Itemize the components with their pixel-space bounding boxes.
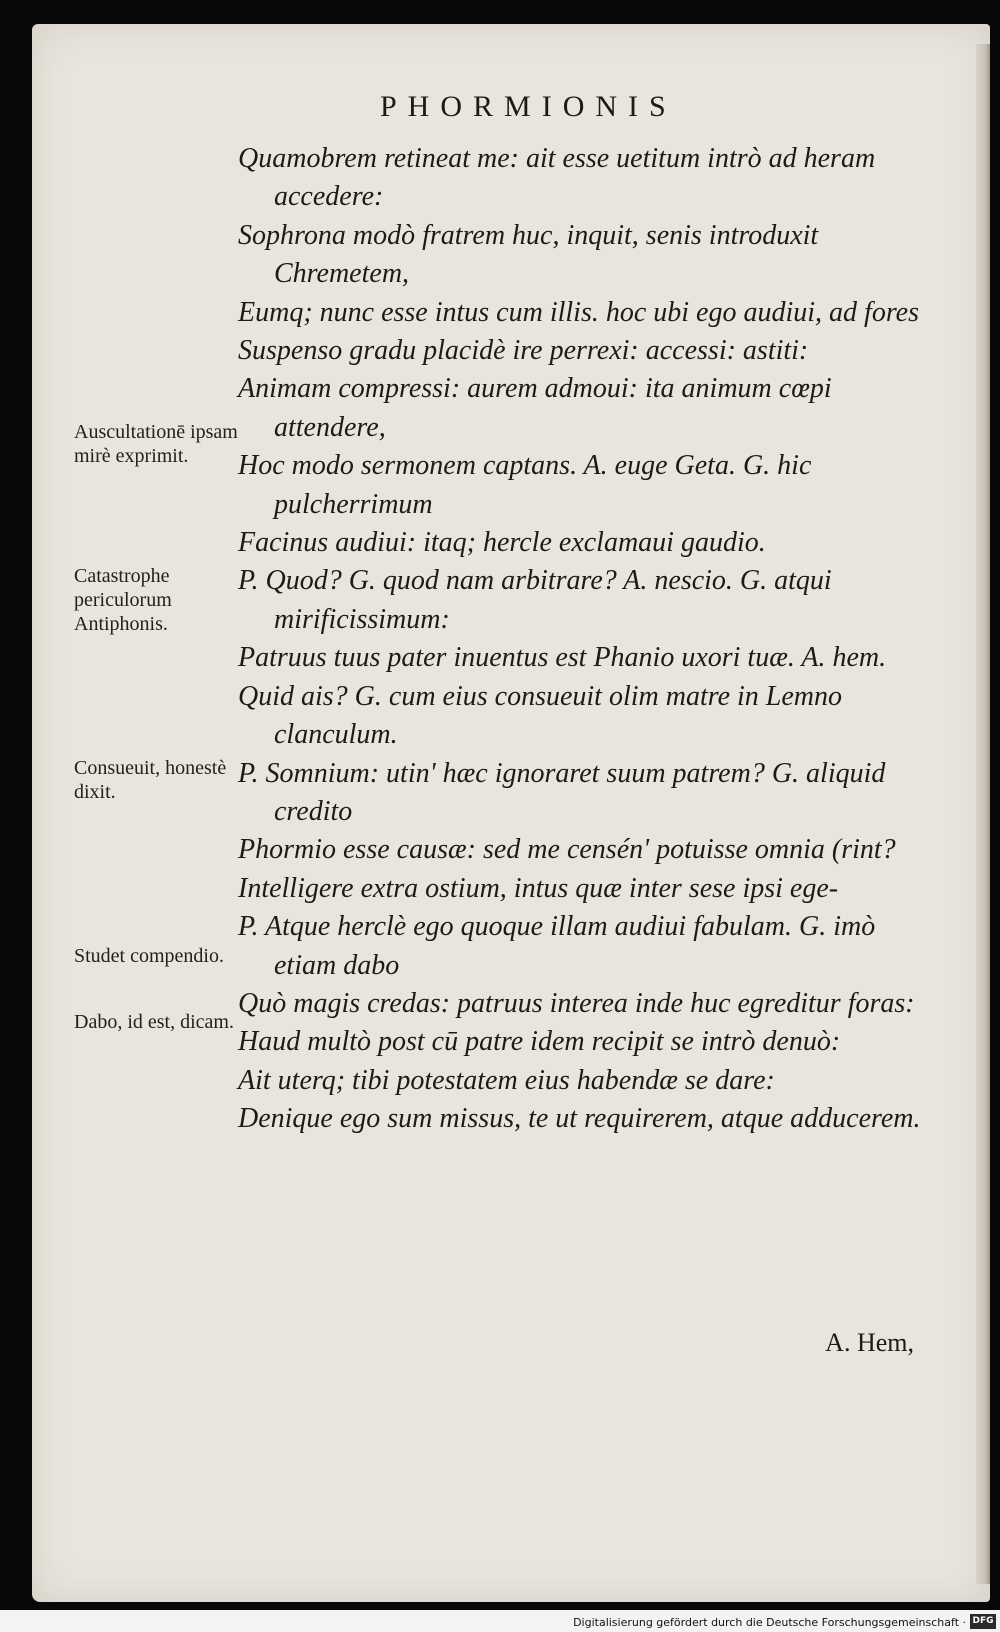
- verse-line: P. Atque herclè ego quoque illam audiui fabulam. G. imò etiam dabo: [238, 911, 876, 981]
- verse-line: Patruus tuus pater inuentus est Phanio uxori tuæ. A. hem.: [238, 642, 887, 674]
- sidenote: Catastrophe periculorum Antiphonis.: [74, 565, 172, 635]
- verse-line: Suspenso gradu placidè ire perrexi: accessi: astiti:: [238, 335, 809, 367]
- verse-line: Haud multò post cū patre idem recipit se intrò denuò:: [238, 1026, 841, 1058]
- verse-line: Animam compressi: aurem admoui: ita animum cœpi attendere,: [238, 373, 832, 443]
- catchword: A. Hem,: [825, 1328, 914, 1357]
- verse-line: Denique ego sum missus, te ut requirerem, atque adducerem.: [238, 1103, 921, 1135]
- verse-line: Intelligere extra ostium, intus quæ inter sese ipsi ege-: [238, 872, 839, 904]
- verse-line: P. Somnium: utin' hæc ignoraret suum patrem? G. aliquid credito: [238, 757, 886, 827]
- verse-line: Facinus audiui: itaq; hercle exclamaui gaudio.: [238, 527, 766, 559]
- verse-line: Hoc modo sermonem captans. A. euge Geta. G. hic pulcherrimum: [238, 450, 812, 520]
- verse-line: Phormio esse causæ: sed me censén' potuisse omnia (rint?: [238, 834, 896, 866]
- main-text: [238, 140, 938, 1139]
- sidenote: Studet compendio.: [74, 945, 224, 967]
- verse-line: Quò magis credas: patruus interea inde huc egreditur foras:: [238, 987, 915, 1019]
- verse-line: Ait uterq; tibi potestatem eius habendæ se dare:: [238, 1064, 775, 1096]
- sidenote: Dabo, id est, dicam.: [74, 1011, 234, 1033]
- verse-line: Eumq; nunc esse intus cum illis. hoc ubi ego audiui, ad fores: [238, 296, 919, 328]
- footer-credit: Digitalisierung gefördert durch die Deutsche Forschungsgemeinschaft ·: [573, 1616, 966, 1629]
- verse-line: Quamobrem retineat me: ait esse uetitum intrò ad heram accedere:: [238, 143, 876, 213]
- verse-line: Quid ais? G. cum eius consueuit olim matre in Lemno clanculum.: [238, 680, 843, 751]
- running-head: PHORMIONIS: [380, 90, 677, 123]
- verse-line: Sophrona modò fratrem huc, inquit, senis introduxit Chremetem,: [238, 219, 819, 290]
- sidenote: Consueuit, honestè dixit.: [74, 757, 227, 803]
- footer-bar: [0, 1610, 1000, 1632]
- page-edge: [976, 44, 990, 1584]
- sidenote: Auscultationē ipsam mirè exprimit.: [74, 421, 238, 467]
- dfg-logo-icon: DFG: [970, 1614, 996, 1629]
- verse-line: P. Quod? G. quod nam arbitrare? A. nescio. G. atqui mirificissimum:: [238, 565, 832, 635]
